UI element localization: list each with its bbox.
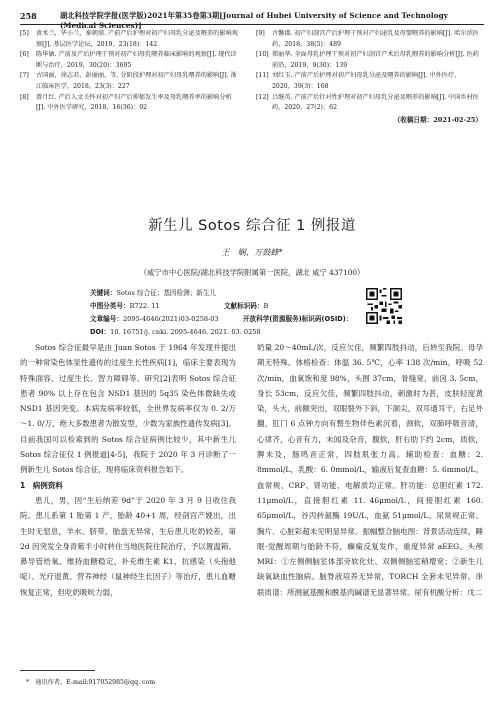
doc-code-label: 文献标识码： — [223, 302, 264, 310]
clc-label: 中图分类号： — [90, 302, 130, 310]
reference-text: 郑丽华. 全面母乳护理干预对初产妇剖宫产术后母乳喂养的影响分析[J]. 医药前沿，2019，9(30)：139 — [272, 51, 479, 69]
header-rule — [20, 24, 484, 25]
article-title: 新生儿 Sotos 综合征 1 例报道 — [148, 218, 356, 234]
reference-text: 刘红玉. 产前产后护理对初产妇母乳分泌及喂养的影响[J]. 中外医疗，2020，39(3)：168 — [272, 72, 461, 90]
received-date: （收稿日期：2021-02-25） — [393, 115, 482, 124]
reference-item — [256, 50, 482, 71]
doi-label: DOI： — [90, 328, 111, 336]
intro-paragraph: Sotos 综合征最早是由 Juan Sotos 于 1964 年发现并提出的一种常染色体显性遗传的过度生长性疾病[1]，临床主要表现为特殊面容、过度生长、智力障碍等。研究[2]表明 Sotos 综合征患者 90% 以上存在包含 NSD1 基因的 5q35 染色体微缺失或 NSD1 基因突变。本病发病率较低，全世界发病率仅为 0. 2/万～1. 0/万，绝大多数患者为散发型，少数为家族性遗传发病[3]。目前我国可以检索到的 Sotos 综合征病例比较少，其中新生儿 Sotos 综合征仅 1 例报道[4-5]，我院于 2020 年 3 月诊断了一例新生儿 Sotos 综合征，现将临床资料报告如下。 — [20, 343, 236, 475]
article-id-value: 2095-4646(2021)03-0258-03 — [122, 315, 219, 323]
reference-text: 曾月红. 产后人文关怀对初产妇产后抑郁发生率及母乳喂养率的影响分析[J]. 中外医学研究，2018，16(36)：92 — [36, 93, 232, 112]
keywords-line — [90, 287, 216, 297]
reference-number: [12] — [256, 93, 269, 101]
osid-label: 开放科学(资源服务)标识码(OSID)： — [242, 315, 353, 323]
reference-item — [20, 29, 238, 50]
footnote-rule — [20, 670, 95, 671]
reference-item — [256, 93, 482, 114]
reference-number: [11] — [256, 72, 269, 80]
reference-text: 吕继英. 产前产后针对性护理对初产妇母乳分泌及喂养的影响[J]. 中国乡村医药，2020，27(2)：62 — [272, 93, 479, 112]
doc-code-value: B — [263, 302, 269, 310]
reference-item — [256, 71, 482, 92]
reference-number: [10] — [256, 51, 269, 59]
doi-value: 10. 16751/j. cnki. 2095-4646. 2021. 03. 0258 — [110, 328, 261, 336]
reference-item — [20, 50, 238, 71]
body-right-column — [257, 340, 483, 600]
osid-qr-code-icon[interactable] — [366, 288, 402, 324]
case-paragraph-1: 患儿，男，因“生后纳差 9d”于 2020 年 3 月 9 日收住我院。患儿系第 1 胎第 1 产，胎龄 40+1 周，经剖宫产娩出，出生时无窒息，羊水、脐带、胎盘无异常，生后患儿吃奶较差，第 2d 因突发全身青紫半小时转住当地医院住院治疗，予以置温箱、鼻导管给氧、维持血糖稳定、补充维生素 K1、抗感染（头孢他啶）、光疗退黄、营养神经（鼠神经生长因子）等治疗，患儿血糖恢复正常，但吃奶吸吮力弱， — [20, 495, 236, 597]
running-header — [20, 9, 484, 30]
doi-line — [90, 326, 261, 336]
references-right-column — [256, 29, 482, 125]
reference-item — [20, 93, 238, 114]
classification-line — [90, 300, 268, 310]
reference-number: [8] — [20, 93, 29, 101]
reference-item — [256, 29, 482, 50]
corresponding-author-footnote: * 通讯作者，E-mail:917052985@qq. com — [26, 679, 156, 686]
reference-number: [5] — [20, 30, 29, 37]
case-paragraph-continued: 奶量 20～40mL/次，反应欠佳，频繁四肢抖动，后转至我院。母孕期无特殊。体格检查：体温 36. 5℃，心率 138 次/min，呼吸 52 次/min，血氧饱和度 98%，头围 37cm，骨缝宽，前囟 3. 5cm，身长 53cm，反应欠佳，频繁四肢抖动，刺激时为甚，皮肤轻度黄染，头大、前额突出，双眼裂外下斜，下颌尖，双耳通耳干，右足外翻，肛门 6 点钟方向有赘生物伴色素沉着，颈软，双肺呼吸音清，心律齐，心音有力，未闻及杂音，腹软，肝右肋下约 2cm，质软，脾未及，肠鸣音正常，四肢肌张力高。辅助检查：血糖：2. 8mmol/L，乳酸：6. 0mmol/L，输液后复查血糖：5. 6mmol/L。血常规、CRP、肾功能、电解质均正常。肝功能：总胆红素 172. 11μmol/L，直接胆红素 11. 46μmol/L，间接胆红素 160. 65μmol/L，谷丙转氨酶 19U/L，血氨 51μmol/L。尿常规正常。胸片、心脏彩超未见明显异常。振幅整合脑电图：背景活动连续，睡眠-觉醒周期与胎龄不符，癫痫反复发作，重度异常 aEEG。头颅 MRI：①左侧侧脑室体部旁软化灶、双侧侧脑室稍增宽；②新生儿缺氧缺血性脑病。脑脊液培养无异常，TORCH 全套未见异常。串联质谱：所测氨基酸和酰基肉碱谱无显著异常。尿有机酸分析：戊二 — [257, 343, 483, 597]
references-left-column — [20, 29, 238, 114]
body-left-column — [20, 340, 236, 600]
page-number: 258 — [20, 11, 37, 21]
keywords-value: Sotos 综合征；基因检测；新生儿 — [116, 289, 217, 297]
article-authors: 王 娴，万鼓蜂* — [221, 247, 283, 257]
article-id-label: 文章编号： — [90, 315, 123, 323]
reference-text: 古国丽，徐志君，彭丽丽，等. 分阶段护理对初产妇母乳喂养的影响[J]. 浙江临床医学，2018，23(3)：227 — [36, 72, 237, 90]
reference-text: 黄术兰，毕小兰，秦朝鼎. 产前产后护理对初产妇母乳分泌及喂养的影响观察[J]. 基层医学论坛，2019，23(18)：142 — [36, 30, 238, 48]
reference-item — [20, 71, 238, 92]
clc-value: R722. 11 — [129, 302, 160, 310]
reference-number: [6] — [20, 51, 29, 59]
reference-text: 陈华敏. 产前及产后护理干预对初产妇母乳喂养临床影响的观察[J]. 现代诊断与治疗，2019，30(20)：3695 — [36, 51, 237, 69]
reference-number: [7] — [20, 72, 29, 80]
article-affiliation: （咸宁市中心医院/湖北科技学院附属第一医院，湖北 咸宁 437100） — [139, 268, 365, 277]
reference-text: 古馨郡. 初产妇剖宫产后护理干预对产妇泌乳及母婴喂养的影响[J]. 哈尔滨医药，2018，38(5)：489 — [272, 30, 479, 48]
journal-title: 湖北科技学院学报(医学版)2021年第35卷第3期[Journal of Hubei University of Science and Technology (Medical Sciences)] — [60, 11, 448, 30]
keywords-label: 关键词： — [90, 289, 117, 297]
reference-number: [9] — [256, 30, 265, 37]
section-heading-case-data: 1 病例资料 — [20, 480, 63, 490]
article-id-line — [90, 313, 352, 323]
